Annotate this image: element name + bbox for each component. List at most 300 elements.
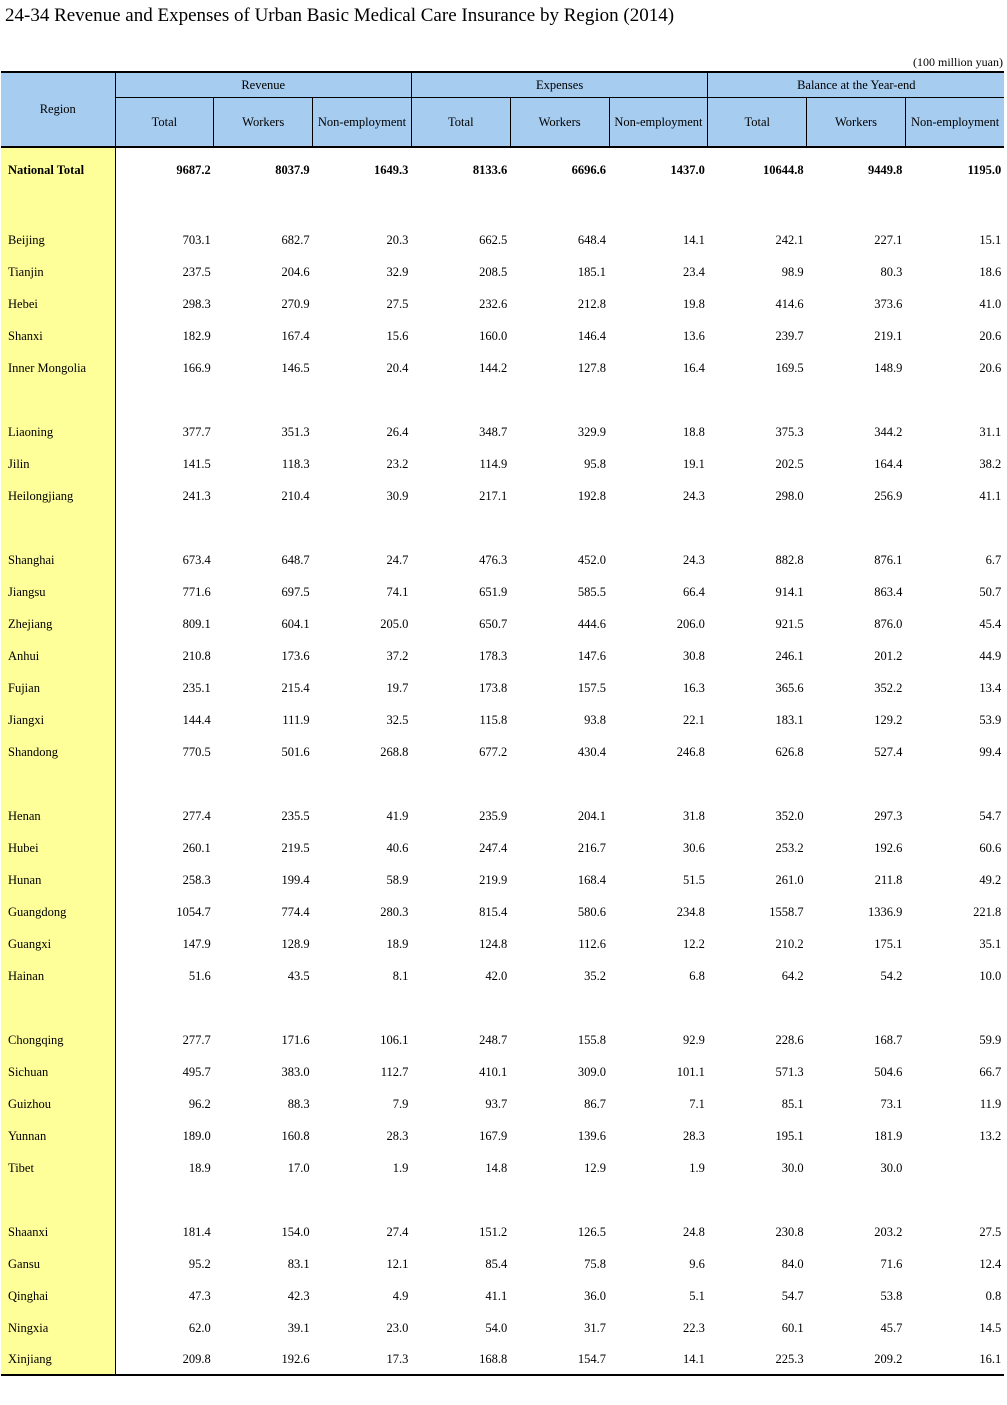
- national-total-row: [1, 147, 1004, 192]
- value-cell: 648.7: [281, 552, 310, 567]
- header-sub-workers: Workers: [807, 98, 906, 148]
- spacer-cell: [905, 512, 1004, 544]
- value-cell: 71.6: [880, 1256, 903, 1271]
- value-cell: 208.5: [479, 264, 508, 279]
- spacer-cell: [609, 768, 708, 800]
- value-cell: 1.9: [689, 1160, 705, 1175]
- value-cell: 495.7: [182, 1064, 211, 1079]
- region-name: Tibet: [1, 1152, 115, 1184]
- spacer-cell: [510, 768, 609, 800]
- value-cell: 5.1: [689, 1288, 705, 1303]
- value-cell: 585.5: [577, 584, 606, 599]
- value-cell: 93.8: [584, 712, 606, 727]
- value-cell: 14.8: [485, 1160, 508, 1175]
- value-cell: 228.6: [775, 1032, 804, 1047]
- value-cell: 6.8: [689, 968, 705, 983]
- value-cell: 32.9: [386, 264, 409, 279]
- value-cell: 8133.6: [472, 162, 508, 177]
- value-cell: 27.4: [386, 1224, 409, 1239]
- spacer-cell: [313, 768, 412, 800]
- value-cell: 26.4: [386, 424, 409, 439]
- region-name: Zhejiang: [1, 608, 115, 640]
- spacer-cell: [807, 512, 906, 544]
- spacer-cell: [1, 512, 115, 544]
- value-cell: 1558.7: [769, 904, 804, 919]
- region-name: Shandong: [1, 736, 115, 768]
- value-cell: 20.6: [979, 328, 1002, 343]
- value-cell: 476.3: [479, 552, 508, 567]
- value-cell: 175.1: [874, 936, 903, 951]
- spacer-cell: [313, 512, 412, 544]
- value-cell: 241.3: [182, 488, 211, 503]
- data-table: [1, 71, 1004, 1376]
- value-cell: 882.8: [775, 552, 804, 567]
- value-cell: 112.7: [380, 1064, 409, 1079]
- value-cell: 11.9: [979, 1096, 1002, 1111]
- data-table-container: [1, 71, 1004, 1376]
- value-cell: 248.7: [479, 1032, 508, 1047]
- table-row: [1, 416, 1004, 448]
- value-cell: 83.1: [287, 1256, 310, 1271]
- value-cell: 211.8: [874, 872, 903, 887]
- value-cell: 571.3: [775, 1064, 804, 1079]
- value-cell: 147.6: [577, 648, 606, 663]
- value-cell: 62.0: [188, 1320, 211, 1335]
- value-cell: 22.3: [682, 1320, 705, 1335]
- value-cell: 9449.8: [868, 162, 903, 177]
- spacer-cell: [510, 512, 609, 544]
- value-cell: 98.9: [781, 264, 804, 279]
- value-cell: 45.4: [979, 616, 1002, 631]
- value-cell: 151.2: [479, 1224, 508, 1239]
- value-cell: 298.0: [775, 488, 804, 503]
- region-name: Sichuan: [1, 1056, 115, 1088]
- spacer-cell: [313, 384, 412, 416]
- table-row: [1, 288, 1004, 320]
- value-cell: 348.7: [479, 424, 508, 439]
- value-cell: 128.9: [281, 936, 310, 951]
- value-cell: 30.0: [880, 1160, 903, 1175]
- spacer-cell: [115, 192, 214, 224]
- nonemp-label: Non-employment: [614, 115, 703, 129]
- table-row: [1, 1024, 1004, 1056]
- value-cell: 168.7: [874, 1032, 903, 1047]
- value-cell: 53.9: [979, 712, 1002, 727]
- value-cell: 182.9: [182, 328, 211, 343]
- region-name: Inner Mongolia: [1, 352, 115, 384]
- table-row: [1, 832, 1004, 864]
- value-cell: 225.3: [708, 1344, 807, 1375]
- spacer-cell: [708, 768, 807, 800]
- region-name: Anhui: [1, 640, 115, 672]
- value-cell: 246.8: [676, 744, 705, 759]
- value-cell: 221.8: [973, 904, 1002, 919]
- value-cell: 237.5: [182, 264, 211, 279]
- value-cell: 12.1: [386, 1256, 409, 1271]
- value-cell: 39.1: [287, 1320, 310, 1335]
- value-cell: 771.6: [182, 584, 211, 599]
- value-cell: 256.9: [874, 488, 903, 503]
- spacer-cell: [510, 992, 609, 1024]
- value-cell: 189.0: [182, 1128, 211, 1143]
- value-cell: 770.5: [182, 744, 211, 759]
- value-cell: 0.8: [985, 1288, 1002, 1303]
- value-cell: 146.5: [281, 360, 310, 375]
- spacer-cell: [313, 192, 412, 224]
- spacer-cell: [411, 1184, 510, 1216]
- value-cell: 1649.3: [374, 162, 409, 177]
- value-cell: 452.0: [577, 552, 606, 567]
- spacer-cell: [115, 512, 214, 544]
- table-row: [1, 224, 1004, 256]
- spacer-cell: [905, 768, 1004, 800]
- spacer-cell: [609, 512, 708, 544]
- value-cell: 7.9: [392, 1096, 409, 1111]
- value-cell: 60.6: [979, 840, 1002, 855]
- value-cell: 774.4: [281, 904, 310, 919]
- value-cell: 129.2: [874, 712, 903, 727]
- header-expenses: Expenses: [411, 72, 707, 98]
- value-cell: 23.0: [386, 1320, 409, 1335]
- value-cell: 37.2: [386, 648, 409, 663]
- value-cell: 96.2: [188, 1096, 211, 1111]
- region-name: Hunan: [1, 864, 115, 896]
- value-cell: 167.4: [281, 328, 310, 343]
- value-cell: 168.8: [411, 1344, 510, 1375]
- value-cell: 40.6: [386, 840, 409, 855]
- table-row: [1, 256, 1004, 288]
- value-cell: 14.5: [979, 1320, 1002, 1335]
- value-cell: 815.4: [479, 904, 508, 919]
- value-cell: 247.4: [479, 840, 508, 855]
- value-cell: 35.2: [584, 968, 606, 983]
- table-row: [1, 544, 1004, 576]
- spacer-cell: [214, 384, 313, 416]
- region-name: Shaanxi: [1, 1216, 115, 1248]
- spacer-cell: [411, 992, 510, 1024]
- header-region: Region: [1, 72, 115, 147]
- region-name: Xinjiang: [1, 1344, 115, 1375]
- value-cell: 14.1: [682, 232, 705, 247]
- value-cell: 1336.9: [868, 904, 903, 919]
- value-cell: 178.3: [479, 648, 508, 663]
- value-cell: 204.1: [577, 808, 606, 823]
- value-cell: 85.1: [781, 1096, 804, 1111]
- spacer-cell: [510, 1184, 609, 1216]
- value-cell: [905, 1152, 1004, 1184]
- value-cell: 41.0: [979, 296, 1002, 311]
- spacer-cell: [905, 1184, 1004, 1216]
- value-cell: 235.9: [479, 808, 508, 823]
- value-cell: 22.1: [682, 712, 705, 727]
- value-cell: 277.7: [182, 1032, 211, 1047]
- value-cell: 232.6: [479, 296, 508, 311]
- value-cell: 192.6: [874, 840, 903, 855]
- spacer-cell: [708, 512, 807, 544]
- value-cell: 139.6: [577, 1128, 606, 1143]
- spacer-row: [1, 768, 1004, 800]
- value-cell: 24.3: [682, 552, 705, 567]
- value-cell: 19.7: [386, 680, 409, 695]
- value-cell: 171.6: [281, 1032, 310, 1047]
- value-cell: 18.8: [682, 424, 705, 439]
- value-cell: 809.1: [182, 616, 211, 631]
- value-cell: 38.2: [979, 456, 1002, 471]
- value-cell: 373.6: [874, 296, 903, 311]
- value-cell: 54.7: [781, 1288, 804, 1303]
- table-row: [1, 960, 1004, 992]
- spacer-cell: [214, 512, 313, 544]
- spacer-cell: [411, 192, 510, 224]
- value-cell: 183.1: [775, 712, 804, 727]
- region-name: Fujian: [1, 672, 115, 704]
- value-cell: 414.6: [775, 296, 804, 311]
- value-cell: 239.7: [775, 328, 804, 343]
- value-cell: 167.9: [479, 1128, 508, 1143]
- value-cell: 20.6: [979, 360, 1002, 375]
- value-cell: 36.0: [584, 1288, 606, 1303]
- value-cell: 157.5: [577, 680, 606, 695]
- region-name: Heilongjiang: [1, 480, 115, 512]
- value-cell: 703.1: [182, 232, 211, 247]
- region-name: Henan: [1, 800, 115, 832]
- table-row: [1, 1088, 1004, 1120]
- value-cell: 277.4: [182, 808, 211, 823]
- value-cell: 580.6: [577, 904, 606, 919]
- table-row: [1, 480, 1004, 512]
- value-cell: 298.3: [182, 296, 211, 311]
- value-cell: 66.4: [682, 584, 705, 599]
- spacer-cell: [1, 992, 115, 1024]
- value-cell: 204.6: [281, 264, 310, 279]
- value-cell: 31.8: [682, 808, 705, 823]
- value-cell: 344.2: [874, 424, 903, 439]
- value-cell: 648.4: [577, 232, 606, 247]
- value-cell: 329.9: [577, 424, 606, 439]
- value-cell: 31.7: [584, 1320, 606, 1335]
- value-cell: 352.2: [874, 680, 903, 695]
- value-cell: 173.6: [281, 648, 310, 663]
- value-cell: 41.1: [485, 1288, 508, 1303]
- value-cell: 8037.9: [275, 162, 310, 177]
- spacer-cell: [1, 384, 115, 416]
- value-cell: 242.1: [775, 232, 804, 247]
- value-cell: 30.9: [386, 488, 409, 503]
- table-row: [1, 576, 1004, 608]
- nonemp-label: Non-employment: [910, 115, 1000, 129]
- spacer-cell: [905, 384, 1004, 416]
- region-name: Jiangsu: [1, 576, 115, 608]
- value-cell: 258.3: [182, 872, 211, 887]
- value-cell: 51.6: [188, 968, 211, 983]
- region-name: Tianjin: [1, 256, 115, 288]
- value-cell: 23.4: [682, 264, 705, 279]
- spacer-cell: [115, 992, 214, 1024]
- spacer-cell: [905, 192, 1004, 224]
- table-row: [1, 736, 1004, 768]
- header-sub-workers: Workers: [214, 98, 313, 148]
- spacer-cell: [1, 768, 115, 800]
- table-row: [1, 1152, 1004, 1184]
- value-cell: 118.3: [281, 456, 310, 471]
- spacer-cell: [708, 384, 807, 416]
- value-cell: 64.2: [781, 968, 804, 983]
- value-cell: 430.4: [577, 744, 606, 759]
- spacer-cell: [510, 192, 609, 224]
- spacer-cell: [510, 384, 609, 416]
- spacer-cell: [807, 768, 906, 800]
- table-header: [1, 72, 1004, 147]
- value-cell: 42.0: [485, 968, 508, 983]
- value-cell: 297.3: [874, 808, 903, 823]
- value-cell: 9687.2: [176, 162, 211, 177]
- value-cell: 205.0: [380, 616, 409, 631]
- value-cell: 54.0: [485, 1320, 508, 1335]
- value-cell: 15.1: [979, 232, 1002, 247]
- value-cell: 168.4: [577, 872, 606, 887]
- value-cell: 126.5: [577, 1224, 606, 1239]
- value-cell: 914.1: [775, 584, 804, 599]
- value-cell: 235.5: [281, 808, 310, 823]
- table-row: [1, 448, 1004, 480]
- spacer-cell: [807, 992, 906, 1024]
- value-cell: 127.8: [577, 360, 606, 375]
- value-cell: 53.8: [880, 1288, 903, 1303]
- region-name: Gansu: [1, 1248, 115, 1280]
- spacer-cell: [214, 1184, 313, 1216]
- value-cell: 227.1: [874, 232, 903, 247]
- value-cell: 42.3: [287, 1288, 310, 1303]
- region-name: Hebei: [1, 288, 115, 320]
- value-cell: 195.1: [775, 1128, 804, 1143]
- value-cell: 16.3: [682, 680, 705, 695]
- table-row: [1, 1344, 1004, 1375]
- header-balance: Balance at the Year-end: [708, 72, 1004, 98]
- value-cell: 13.4: [979, 680, 1002, 695]
- region-name: Shanxi: [1, 320, 115, 352]
- value-cell: 219.9: [479, 872, 508, 887]
- spacer-cell: [807, 1184, 906, 1216]
- value-cell: 199.4: [281, 872, 310, 887]
- value-cell: 50.7: [979, 584, 1002, 599]
- spacer-cell: [411, 512, 510, 544]
- value-cell: 169.5: [775, 360, 804, 375]
- spacer-cell: [313, 1184, 412, 1216]
- value-cell: 876.1: [874, 552, 903, 567]
- value-cell: 201.2: [874, 648, 903, 663]
- value-cell: 51.5: [682, 872, 705, 887]
- value-cell: 111.9: [282, 712, 310, 727]
- value-cell: 10644.8: [763, 162, 804, 177]
- value-cell: 697.5: [281, 584, 310, 599]
- value-cell: 30.8: [682, 648, 705, 663]
- value-cell: 24.3: [682, 488, 705, 503]
- value-cell: 212.8: [577, 296, 606, 311]
- value-cell: 309.0: [577, 1064, 606, 1079]
- value-cell: 527.4: [874, 744, 903, 759]
- header-sub-total: Total: [411, 98, 510, 148]
- value-cell: 17.3: [313, 1344, 412, 1375]
- value-cell: 160.8: [281, 1128, 310, 1143]
- value-cell: 253.2: [775, 840, 804, 855]
- value-cell: 24.7: [386, 552, 409, 567]
- header-sub-total: Total: [708, 98, 807, 148]
- spacer-row: [1, 384, 1004, 416]
- value-cell: 75.8: [584, 1256, 606, 1271]
- value-cell: 604.1: [281, 616, 310, 631]
- value-cell: 93.7: [485, 1096, 508, 1111]
- value-cell: 30.6: [682, 840, 705, 855]
- value-cell: 234.8: [676, 904, 705, 919]
- value-cell: 501.6: [281, 744, 310, 759]
- unit-label: (100 million yuan): [913, 55, 1003, 69]
- value-cell: 32.5: [386, 712, 409, 727]
- value-cell: 375.3: [775, 424, 804, 439]
- value-cell: 154.0: [281, 1224, 310, 1239]
- table-row: [1, 352, 1004, 384]
- region-name: Guangxi: [1, 928, 115, 960]
- region-name: Hubei: [1, 832, 115, 864]
- spacer-cell: [609, 992, 708, 1024]
- value-cell: 41.1: [979, 488, 1002, 503]
- value-cell: 54.2: [880, 968, 903, 983]
- region-name: Liaoning: [1, 416, 115, 448]
- value-cell: 92.9: [682, 1032, 705, 1047]
- value-cell: 141.5: [182, 456, 211, 471]
- value-cell: 8.1: [392, 968, 409, 983]
- value-cell: 54.7: [979, 808, 1002, 823]
- value-cell: 230.8: [775, 1224, 804, 1239]
- table-row: [1, 1280, 1004, 1312]
- value-cell: 30.0: [781, 1160, 804, 1175]
- spacer-cell: [214, 992, 313, 1024]
- value-cell: 876.0: [874, 616, 903, 631]
- table-row: [1, 640, 1004, 672]
- value-cell: 13.2: [979, 1128, 1002, 1143]
- spacer-cell: [905, 992, 1004, 1024]
- value-cell: 192.8: [577, 488, 606, 503]
- value-cell: 504.6: [874, 1064, 903, 1079]
- header-sub-nonemployment: [905, 98, 1004, 148]
- value-cell: 280.3: [380, 904, 409, 919]
- table-row: [1, 320, 1004, 352]
- value-cell: 206.0: [676, 616, 705, 631]
- spacer-cell: [708, 1184, 807, 1216]
- value-cell: 160.0: [479, 328, 508, 343]
- table-row: [1, 864, 1004, 896]
- value-cell: 146.4: [577, 328, 606, 343]
- value-cell: 28.3: [682, 1128, 705, 1143]
- value-cell: 7.1: [689, 1096, 705, 1111]
- table-row: [1, 1056, 1004, 1088]
- value-cell: 268.8: [380, 744, 409, 759]
- value-cell: 106.1: [380, 1032, 409, 1047]
- spacer-cell: [115, 384, 214, 416]
- spacer-row: [1, 1184, 1004, 1216]
- table-body: [1, 147, 1004, 1375]
- value-cell: 650.7: [479, 616, 508, 631]
- value-cell: 80.3: [880, 264, 903, 279]
- value-cell: 203.2: [874, 1224, 903, 1239]
- value-cell: 216.7: [577, 840, 606, 855]
- region-name: Ningxia: [1, 1312, 115, 1344]
- spacer-cell: [313, 992, 412, 1024]
- value-cell: 41.9: [386, 808, 409, 823]
- region-name: Shanghai: [1, 544, 115, 576]
- value-cell: 181.4: [182, 1224, 211, 1239]
- value-cell: 219.1: [874, 328, 903, 343]
- value-cell: 192.6: [214, 1344, 313, 1375]
